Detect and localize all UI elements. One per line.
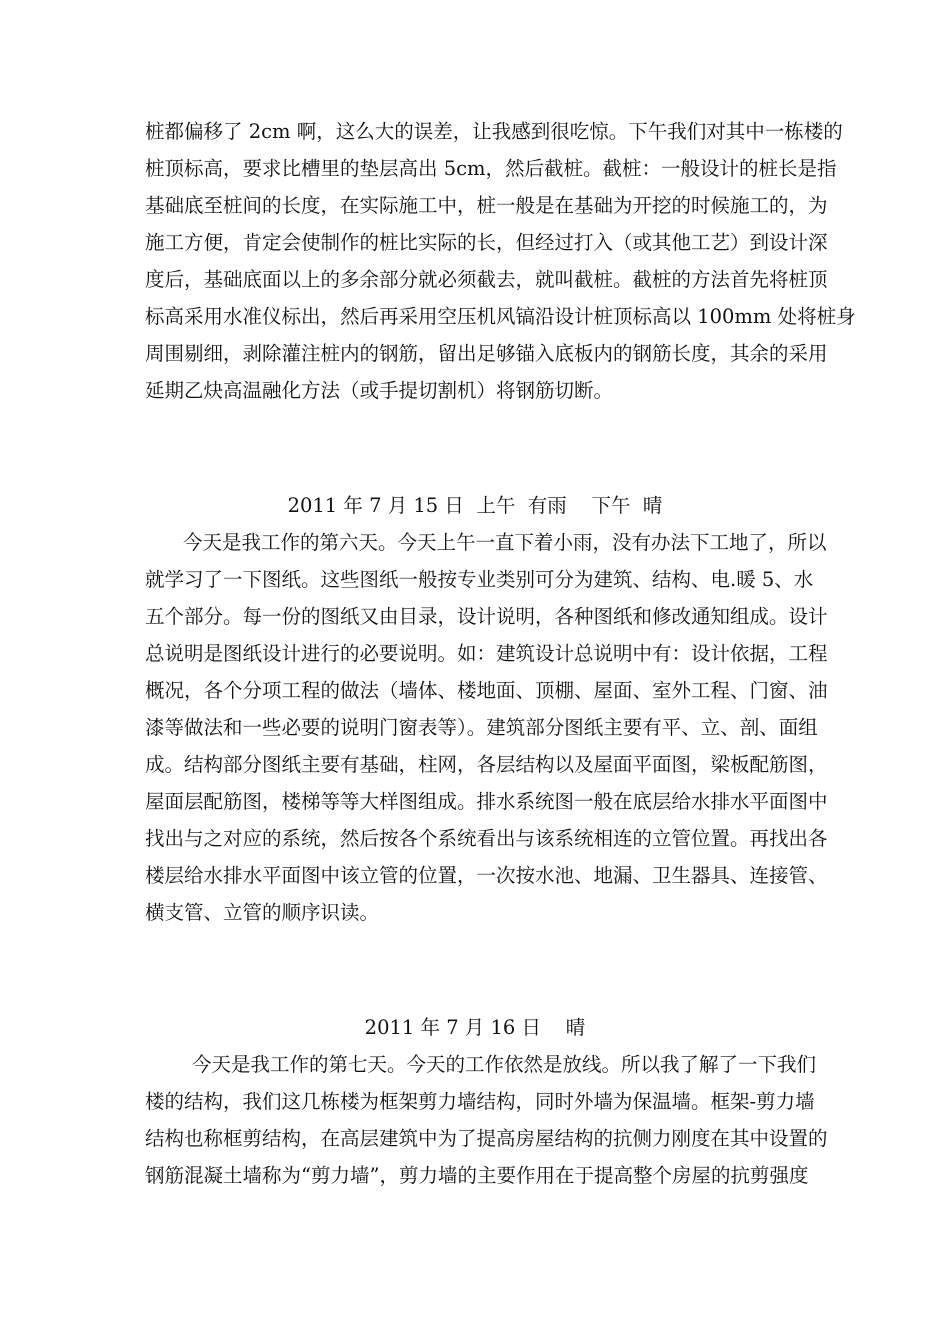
- paragraph-line: 楼的结构，我们这几栋楼为框架剪力墙结构，同时外墙为保温墙。框架-剪力墙: [145, 1090, 815, 1113]
- diary-date-heading: 2011 年 7 月 16 日 晴: [364, 1016, 586, 1039]
- paragraph-line: 楼层给水排水平面图中该立管的位置，一次按水池、地漏、卫生器具、连接管、: [145, 864, 828, 887]
- paragraph-line: 就学习了一下图纸。这些图纸一般按专业类别可分为建筑、结构、电.暖 5、水: [145, 568, 814, 591]
- paragraph-line: 横支管、立管的顺序识读。: [145, 901, 380, 924]
- paragraph-line: 度后，基础底面以上的多余部分就必须截去，就叫截桩。截桩的方法首先将桩顶: [145, 268, 828, 291]
- paragraph-line: 屋面层配筋图，楼梯等等大样图组成。排水系统图一般在底层给水排水平面图中: [145, 790, 828, 813]
- paragraph-line: 漆等做法和一些必要的说明门窗表等）。建筑部分图纸主要有平、立、剖、面组: [145, 716, 818, 739]
- paragraph-line: 今天是我工作的第七天。今天的工作依然是放线。所以我了解了一下我们: [192, 1053, 817, 1076]
- paragraph-line: 成。结构部分图纸主要有基础，柱网，各层结构以及屋面平面图，梁板配筋图，: [145, 753, 828, 776]
- paragraph-line: 桩都偏移了 2cm 啊，这么大的误差，让我感到很吃惊。下午我们对其中一栋楼的: [145, 120, 843, 143]
- paragraph-line: 五个部分。每一份的图纸又由目录，设计说明，各种图纸和修改通知组成。设计: [145, 605, 828, 628]
- paragraph-line: 基础底至桩间的长度，在实际施工中，桩一般是在基础为开挖的时候施工的，为: [145, 194, 828, 217]
- diary-date-heading: 2011 年 7 月 15 日 上午 有雨 下午 晴: [287, 494, 663, 517]
- paragraph-line: 施工方便，肯定会使制作的桩比实际的长，但经过打入（或其他工艺）到设计深: [145, 231, 828, 254]
- paragraph-line: 今天是我工作的第六天。今天上午一直下着小雨，没有办法下工地了，所以: [183, 531, 827, 554]
- paragraph-line: 概况，各个分项工程的做法（墙体、楼地面、顶棚、屋面、室外工程、门窗、油: [145, 679, 828, 702]
- paragraph-line: 周围剔细，剥除灌注桩内的钢筋，留出足够锚入底板内的钢筋长度，其余的采用: [145, 342, 828, 365]
- paragraph-line: 找出与之对应的系统，然后按各个系统看出与该系统相连的立管位置。再找出各: [145, 827, 828, 850]
- paragraph-line: 结构也称框剪结构，在高层建筑中为了提高房屋结构的抗侧力刚度在其中设置的: [145, 1127, 828, 1150]
- paragraph-line: 桩顶标高，要求比槽里的垫层高出 5cm，然后截桩。截桩：一般设计的桩长是指: [145, 157, 837, 180]
- paragraph-line: 标高采用水准仪标出，然后再采用空压机风镐沿设计桩顶标高以 100mm 处将桩身: [145, 305, 856, 328]
- paragraph-line: 钢筋混凝土墙称为“剪力墙”，剪力墙的主要作用在于提高整个房屋的抗剪强度: [145, 1164, 809, 1187]
- paragraph-line: 延期乙炔高温融化方法（或手提切割机）将钢筋切断。: [145, 379, 614, 402]
- paragraph-line: 总说明是图纸设计进行的必要说明。如：建筑设计总说明中有：设计依据，工程: [145, 642, 828, 665]
